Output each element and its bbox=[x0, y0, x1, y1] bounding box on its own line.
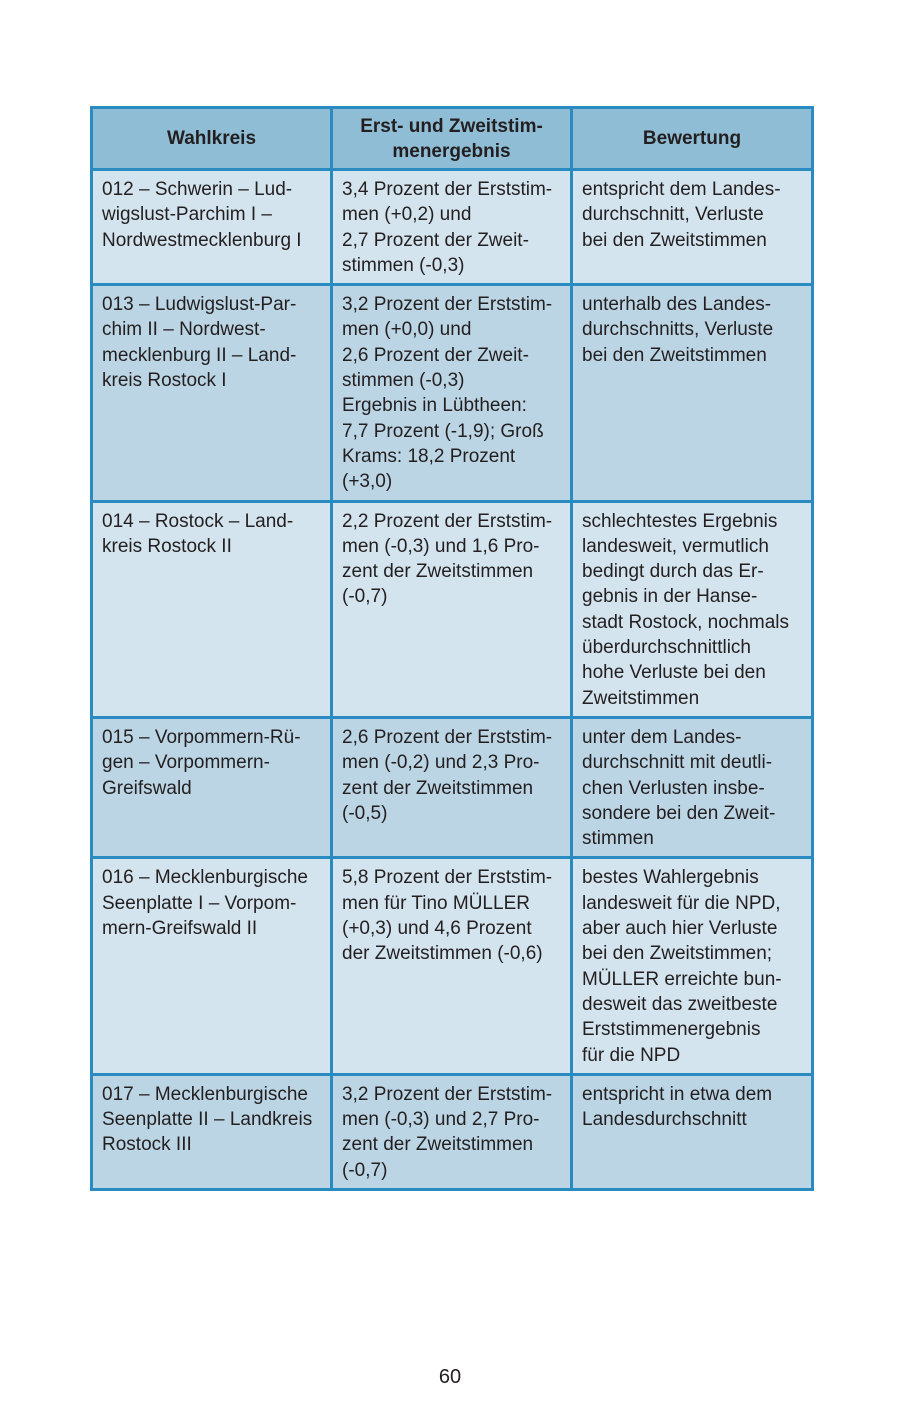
cell-wahlkreis: 014 – Rostock – Land- kreis Rostock II bbox=[92, 501, 332, 717]
table-header-row bbox=[92, 108, 813, 170]
cell-wahlkreis: 017 – Mecklenburgische Seenplatte II – Landkreis Rostock III bbox=[92, 1074, 332, 1189]
cell-wahlkreis: 012 – Schwerin – Lud- wigslust-Parchim I – Nordwestmecklenburg I bbox=[92, 170, 332, 285]
table-row bbox=[92, 717, 813, 857]
table-row bbox=[92, 170, 813, 285]
election-results-table bbox=[90, 106, 814, 1191]
cell-wahlkreis: 016 – Mecklenburgische Seenplatte I – Vorpom- mern-Greifswald II bbox=[92, 858, 332, 1074]
cell-ergebnis: 3,2 Prozent der Erststim- men (-0,3) und 2,7 Pro- zent der Zweitstimmen (-0,7) bbox=[332, 1074, 572, 1189]
cell-bewertung: entspricht in etwa dem Landesdurchschnitt bbox=[572, 1074, 813, 1189]
cell-bewertung: schlechtestes Ergebnis landesweit, vermutlich bedingt durch das Er- gebnis in der Hanse- stadt Rostock, nochmals überdurchschnittlich hohe Verluste bei den Zweitstimmen bbox=[572, 501, 813, 717]
header-wahlkreis: Wahlkreis bbox=[92, 108, 332, 170]
cell-ergebnis: 2,6 Prozent der Erststim- men (-0,2) und 2,3 Pro- zent der Zweitstimmen (-0,5) bbox=[332, 717, 572, 857]
table-row bbox=[92, 1074, 813, 1189]
cell-ergebnis: 3,4 Prozent der Erststim- men (+0,2) und 2,7 Prozent der Zweit- stimmen (-0,3) bbox=[332, 170, 572, 285]
table-row bbox=[92, 501, 813, 717]
cell-ergebnis: 5,8 Prozent der Erststim- men für Tino MÜLLER (+0,3) und 4,6 Prozent der Zweitstimmen (-0,6) bbox=[332, 858, 572, 1074]
cell-ergebnis: 2,2 Prozent der Erststim- men (-0,3) und 1,6 Pro- zent der Zweitstimmen (-0,7) bbox=[332, 501, 572, 717]
table-row bbox=[92, 858, 813, 1074]
cell-bewertung: entspricht dem Landes- durchschnitt, Verluste bei den Zweitstimmen bbox=[572, 170, 813, 285]
header-ergebnis: Erst- und Zweitstim- menergebnis bbox=[332, 108, 572, 170]
page-number: 60 bbox=[438, 1366, 462, 1388]
table-row bbox=[92, 285, 813, 501]
cell-bewertung: unter dem Landes- durchschnitt mit deutli- chen Verlusten insbe- sondere bei den Zweit- stimmen bbox=[572, 717, 813, 857]
cell-ergebnis: 3,2 Prozent der Erststim- men (+0,0) und 2,6 Prozent der Zweit- stimmen (-0,3) Ergebnis in Lübtheen: 7,7 Prozent (-1,9); Groß Krams: 18,2 Prozent (+3,0) bbox=[332, 285, 572, 501]
cell-bewertung: bestes Wahlergebnis landesweit für die NPD, aber auch hier Verluste bei den Zweitstimmen; MÜLLER erreichte bun- desweit das zweitbeste Erststimmenergebnis für die NPD bbox=[572, 858, 813, 1074]
cell-wahlkreis: 013 – Ludwigslust-Par- chim II – Nordwest- mecklenburg II – Land- kreis Rostock I bbox=[92, 285, 332, 501]
cell-bewertung: unterhalb des Landes- durchschnitts, Verluste bei den Zweitstimmen bbox=[572, 285, 813, 501]
cell-wahlkreis: 015 – Vorpommern-Rü- gen – Vorpommern- Greifswald bbox=[92, 717, 332, 857]
header-bewertung: Bewertung bbox=[572, 108, 813, 170]
